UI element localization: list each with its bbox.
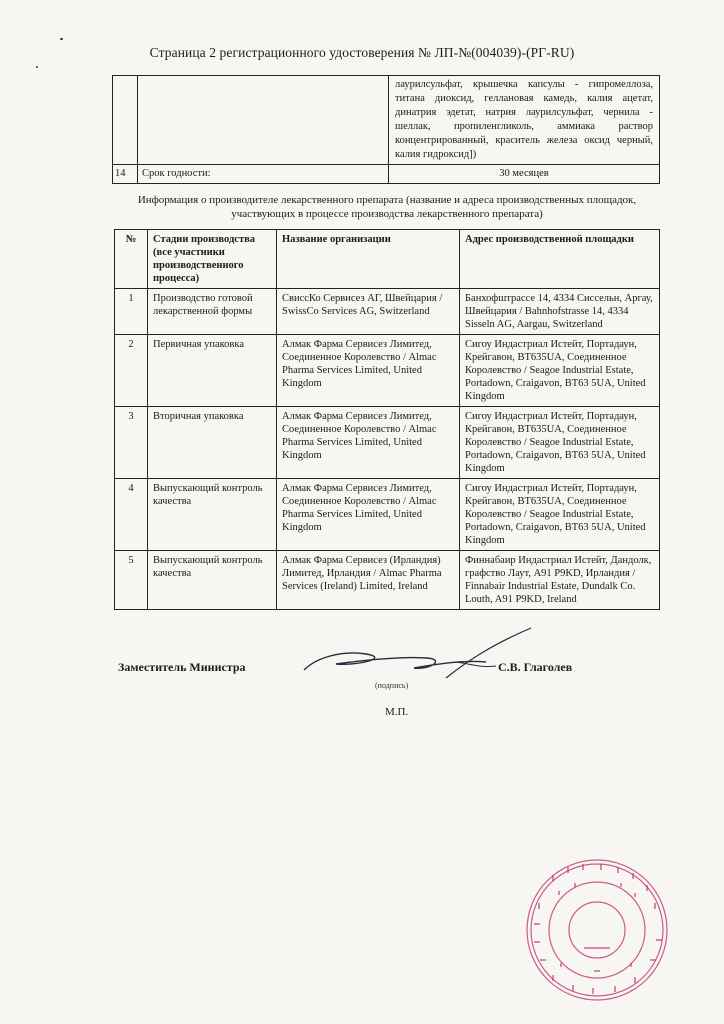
header-organization: Название организации — [277, 230, 460, 289]
row-organization: Алмак Фарма Сервисез Лимитед, Соединенное Королевство / Almac Pharma Services Limited, United Kingdom — [277, 407, 460, 479]
table-row — [115, 335, 660, 407]
row-address: Сигоу Индастриал Истейт, Портадаун, Крейгавон, BT635UA, Соединенное Королевство / Seagoe Industrial Estate, Portadown, Craigavon, BT63 5UA, United Kingdom — [460, 335, 660, 407]
row-address: Финнабаир Индастриал Истейт, Дандолк, графство Лаут, A91 P9KD, Ирландия / Finnabair Industrial Estate, Dundalk Co. Louth, A91 P9KD, Ireland — [460, 551, 660, 610]
table-header-row — [115, 230, 660, 289]
composition-row — [113, 76, 660, 165]
composition-num-cell — [113, 76, 138, 165]
row-organization: СвиссКо Сервисез АГ, Швейцария / SwissCo Services AG, Switzerland — [277, 289, 460, 335]
header-address: Адрес производственной площадки — [460, 230, 660, 289]
row-num: 4 — [115, 479, 148, 551]
row-organization: Алмак Фарма Сервисез Лимитед, Соединенное Королевство / Almac Pharma Services Limited, United Kingdom — [277, 479, 460, 551]
row-num: 2 — [115, 335, 148, 407]
scan-speck — [36, 66, 38, 68]
page-title: Страница 2 регистрационного удостоверения № ЛП-№(004039)-(РГ-RU) — [149, 45, 575, 60]
shelf-life-number: 14 — [113, 165, 138, 184]
shelf-life-label: Срок годности: — [138, 165, 389, 184]
row-stage: Выпускающий контроль качества — [148, 479, 277, 551]
composition-table — [112, 75, 660, 184]
row-num: 5 — [115, 551, 148, 610]
row-organization: Алмак Фарма Сервисез (Ирландия) Лимитед, Ирландия / Almac Pharma Services (Ireland) Limited, Ireland — [277, 551, 460, 610]
header-num: № — [115, 230, 148, 289]
row-address: Сигоу Индастриал Истейт, Портадаун, Крейгавон, BT635UA, Соединенное Королевство / Seagoe Industrial Estate, Portadown, Craigavon, BT63 5UA, United Kingdom — [460, 407, 660, 479]
signature-caption: (подпись) — [375, 681, 409, 690]
table-row — [115, 551, 660, 610]
scan-speck — [60, 38, 63, 40]
table-row — [115, 289, 660, 335]
table-row — [115, 407, 660, 479]
composition-label-cell — [138, 76, 389, 165]
company-seal — [522, 855, 672, 1005]
row-stage: Производство готовой лекарственной формы — [148, 289, 277, 335]
shelf-life-value: 30 месяцев — [389, 165, 660, 184]
production-sites-table — [114, 229, 660, 610]
stamp-place-label: М.П. — [385, 706, 409, 718]
signatory-position: Заместитель Министра — [118, 660, 246, 674]
row-stage: Выпускающий контроль качества — [148, 551, 277, 610]
row-address: Банхофштрассе 14, 4334 Сиссельн, Аргау, Швейцария / Bahnhofstrasse 14, 4334 Sisseln AG, Aargau, Switzerland — [460, 289, 660, 335]
row-num: 1 — [115, 289, 148, 335]
shelf-life-row — [113, 165, 660, 184]
handwritten-signature — [296, 618, 556, 688]
row-address: Сигоу Индастриал Истейт, Портадаун, Крейгавон, BT635UA, Соединенное Королевство / Seagoe Industrial Estate, Portadown, Craigavon, BT63 5UA, United Kingdom — [460, 479, 660, 551]
row-stage: Первичная упаковка — [148, 335, 277, 407]
row-stage: Вторичная упаковка — [148, 407, 277, 479]
row-organization: Алмак Фарма Сервисез Лимитед, Соединенное Королевство / Almac Pharma Services Limited, United Kingdom — [277, 335, 460, 407]
header-stage: Стадии производства (все участники производственного процесса) — [148, 230, 277, 289]
composition-text: лаурилсульфат, крышечка капсулы - гипромеллоза, титана диоксид, геллановая камедь, калия ацетат, динатрия эдетат, натрия лаурилсульфат, чернила - шеллак, пропиленгликоль, аммиака раствор концентрированный, краситель железа оксид черный, калия гидроксид]) — [389, 76, 660, 165]
table-row — [115, 479, 660, 551]
sites-heading: Информация о производителе лекарственного препарата (название и адреса производственных площадок, участвующих в процессе производства лекарственного препарата) — [137, 194, 637, 220]
row-num: 3 — [115, 407, 148, 479]
signatory-name: С.В. Глаголев — [498, 660, 573, 674]
